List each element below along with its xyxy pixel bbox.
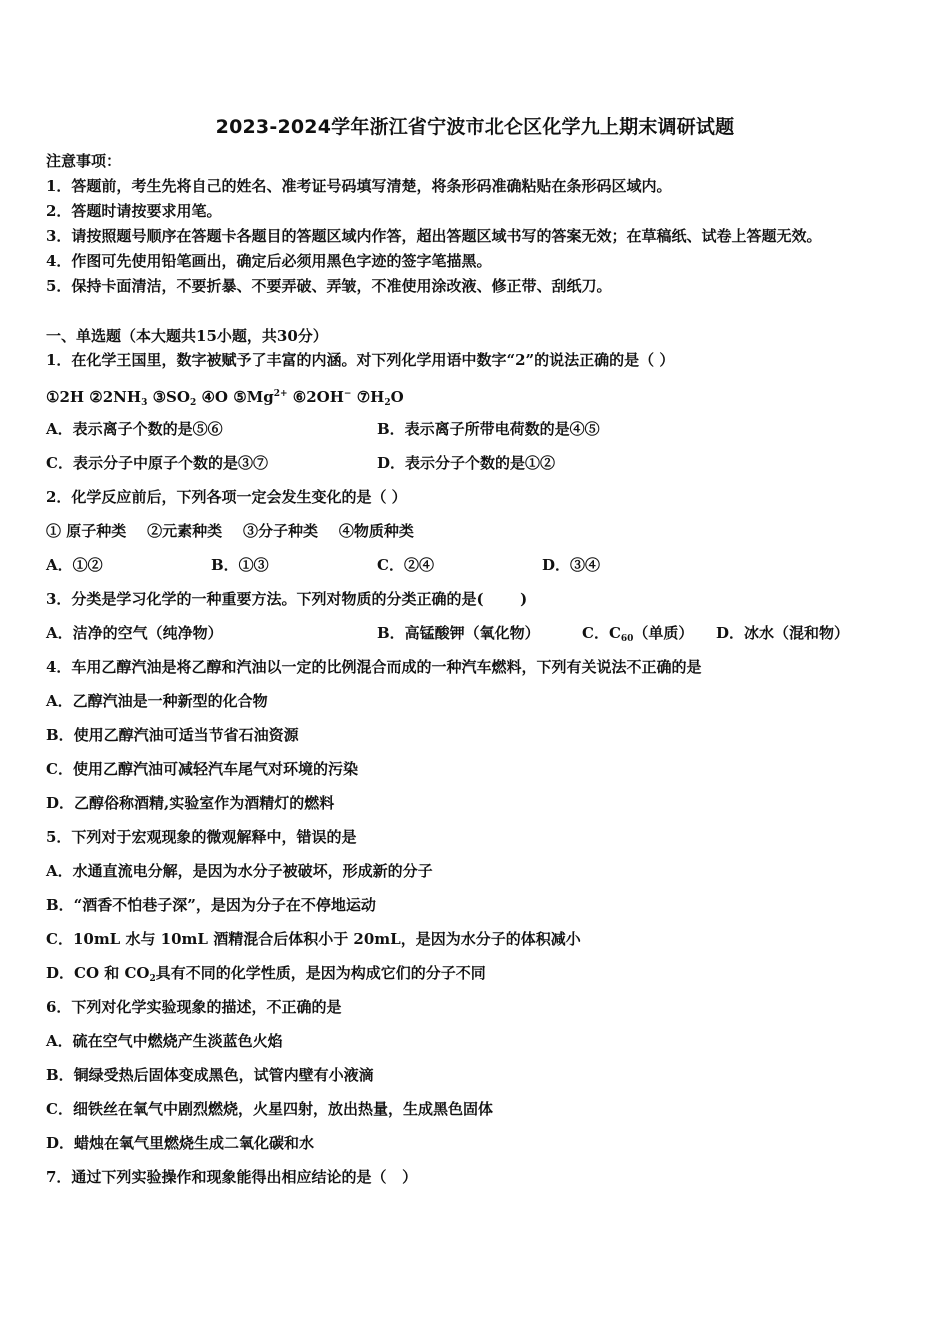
question-2-option-a: A．①② <box>46 556 103 574</box>
question-5-option-d: D．CO 和 $CO_2$具有不同的化学性质，是因为构成它们的分子不同 <box>46 964 486 984</box>
question-4-option-b: B．使用乙醇汽油可适当节省石油资源 <box>46 726 299 744</box>
question-5-stem: 5．下列对于宏观现象的微观解释中，错误的是 <box>46 828 357 846</box>
question-2-option-d: D．③④ <box>542 556 601 574</box>
question-5-option-b: B．“酒香不怕巷子深”，是因为分子在不停地运动 <box>46 896 376 914</box>
question-3-option-a: A．洁净的空气（纯净物） <box>46 624 223 642</box>
question-2-option-b: B．①③ <box>211 556 269 574</box>
question-6-option-d: D．蜡烛在氧气里燃烧生成二氧化碳和水 <box>46 1134 315 1152</box>
question-3-option-b: B．高锰酸钾（氧化物） <box>377 624 540 642</box>
question-5-option-a: A．水通直流电分解，是因为水分子被破坏，形成新的分子 <box>46 862 433 880</box>
question-2-option-c: C．②④ <box>377 556 434 574</box>
question-2-stem: 2．化学反应前后，下列各项一定会发生变化的是（ ） <box>46 488 407 506</box>
question-3-option-d: D．冰水（混和物） <box>716 624 850 642</box>
notice-item: 2．答题时请按要求用笔。 <box>46 202 222 220</box>
question-7-stem: 7．通过下列实验操作和现象能得出相应结论的是（ ） <box>46 1168 418 1186</box>
question-1-option-c: C．表示分子中原子个数的是③⑦ <box>46 454 268 472</box>
question-6-option-a: A．硫在空气中燃烧产生淡蓝色火焰 <box>46 1032 283 1050</box>
question-1-symbols: ①2H $②2NH_3$ $③SO_2$ ④O $⑤Mg^{2+}$ ⑥2OH− $⑦H_2O$ <box>46 388 404 408</box>
question-4-option-d: D．乙醇俗称酒精,实验室作为酒精灯的燃料 <box>46 794 335 812</box>
page-title: 2023-2024学年浙江省宁波市北仑区化学九上期末调研试题 <box>215 116 735 138</box>
question-3-stem: 3．分类是学习化学的一种重要方法。下列对物质的分类正确的是( ) <box>46 590 528 608</box>
question-4-option-c: C．使用乙醇汽油可减轻汽车尾气对环境的污染 <box>46 760 358 778</box>
notice-heading: 注意事项： <box>46 152 122 170</box>
notice-item: 5．保持卡面清洁，不要折暴、不要弄破、弄皱，不准使用涂改液、修正带、刮纸刀。 <box>46 277 612 295</box>
question-3-option-c: C．$C_{60}$（单质） <box>582 624 694 644</box>
question-4-option-a: A．乙醇汽油是一种新型的化合物 <box>46 692 268 710</box>
notice-item: 3．请按照题号顺序在答题卡各题目的答题区域内作答，超出答题区域书写的答案无效；在草稿纸、试卷上答题无效。 <box>46 227 822 245</box>
question-1-stem: 1．在化学王国里，数字被赋予了丰富的内涵。对下列化学用语中数字“2”的说法正确的是（ ） <box>46 351 675 369</box>
notice-item: 1．答题前，考生先将自己的姓名、准考证号码填写清楚，将条形码准确粘贴在条形码区域内。 <box>46 177 672 195</box>
question-1-option-d: D．表示分子个数的是①② <box>377 454 556 472</box>
question-4-stem: 4．车用乙醇汽油是将乙醇和汽油以一定的比例混合而成的一种汽车燃料，下列有关说法不正确的是 <box>46 658 702 676</box>
question-6-option-b: B．铜绿受热后固体变成黑色，试管内壁有小液滴 <box>46 1066 374 1084</box>
question-6-stem: 6．下列对化学实验现象的描述，不正确的是 <box>46 998 342 1016</box>
question-1-option-a: A．表示离子个数的是⑤⑥ <box>46 420 223 438</box>
question-6-option-c: C．细铁丝在氧气中剧烈燃烧，火星四射，放出热量，生成黑色固体 <box>46 1100 493 1118</box>
question-1-option-b: B．表示离子所带电荷数的是④⑤ <box>377 420 600 438</box>
question-5-option-c: C．10mL 水与 10mL 酒精混合后体积小于 20mL，是因为水分子的体积减小 <box>46 930 581 948</box>
section-heading: 一、单选题（本大题共15小题，共30分） <box>46 327 328 345</box>
notice-item: 4．作图可先使用铅笔画出，确定后必须用黑色字迹的签字笔描黑。 <box>46 252 492 270</box>
question-2-items: ① 原子种类 ②元素种类 ③分子种类 ④物质种类 <box>46 522 414 540</box>
